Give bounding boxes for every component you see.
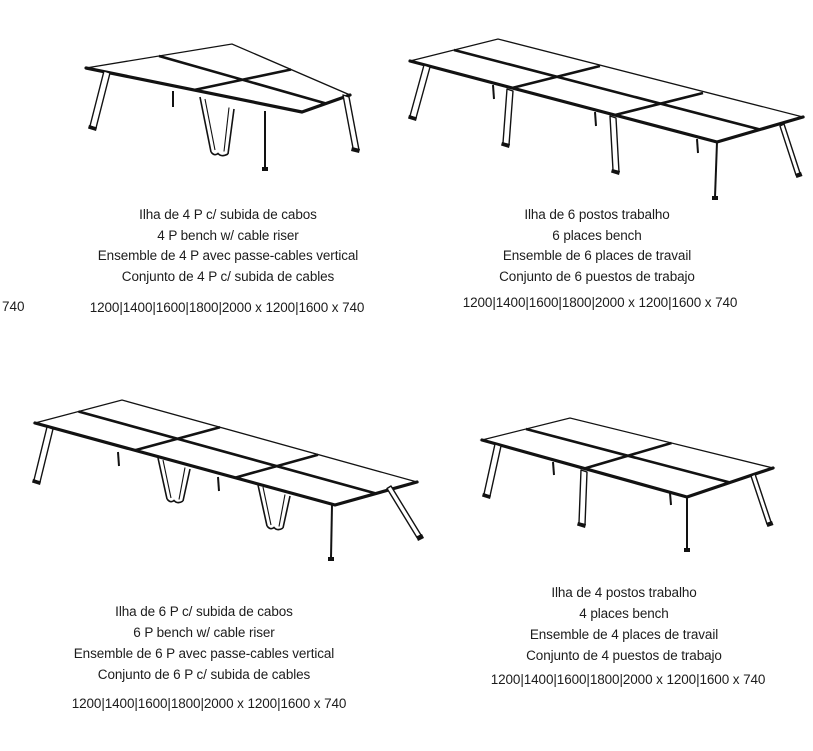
- caption-line-pt: Ilha de 6 postos trabalho: [524, 207, 670, 222]
- drawing-bench-4-places: [462, 415, 777, 555]
- caption-line-fr: Ensemble de 4 P avec passe-cables vertical: [97, 248, 359, 264]
- caption-bench-4p-cable-riser: [28, 205, 428, 288]
- caption-line-en: 4 places bench: [579, 606, 669, 621]
- caption-line-fr: Ensemble de 6 P avec passe-cables vertical: [73, 646, 335, 661]
- drawing-bench-6p-cable-riser: [25, 395, 440, 567]
- caption-line-fr: Ensemble de 4 places de travail: [529, 627, 719, 642]
- cable-riser: [200, 97, 234, 156]
- caption-line-es: Conjunto de 6 puestos de trabajo: [499, 269, 695, 285]
- caption-line-pt: Ilha de 4 postos trabalho: [551, 585, 697, 600]
- caption-line-fr: Ensemble de 6 places de travail: [502, 248, 692, 264]
- drawing-bench-4p-cable-riser: [80, 35, 370, 175]
- caption-line-en: 6 P bench w/ cable riser: [133, 625, 275, 640]
- tabletop: [86, 44, 350, 112]
- caption-bench-4-places: [424, 582, 813, 666]
- caption-line-en: 6 places bench: [552, 227, 642, 243]
- cropped-dimension-fragment: 740: [2, 299, 25, 314]
- dimensions-bench-4p-cable-riser: 1200|1400|1600|1800|2000 x 1200|1600 x 740: [89, 300, 365, 315]
- dimensions-bench-6-places: 1200|1400|1600|1800|2000 x 1200|1600 x 740: [462, 295, 738, 310]
- tabletop: [35, 400, 417, 505]
- caption-bench-6p-cable-riser: [4, 601, 404, 685]
- caption-line-es: Conjunto de 6 P c/ subida de cables: [97, 667, 311, 682]
- caption-line-en: 4 P bench w/ cable riser: [157, 227, 299, 243]
- caption-line-es: Conjunto de 4 P c/ subida de cables: [121, 269, 335, 285]
- tabletop: [482, 418, 773, 497]
- caption-line-pt: Ilha de 6 P c/ subida de cabos: [115, 604, 293, 619]
- caption-line-pt: Ilha de 4 P c/ subida de cabos: [139, 207, 317, 222]
- drawing-bench-6-places: [405, 28, 805, 208]
- caption-line-es: Conjunto de 4 puestos de trabajo: [526, 648, 722, 663]
- dimensions-bench-4-places: 1200|1400|1600|1800|2000 x 1200|1600 x 740: [490, 672, 766, 687]
- dimensions-bench-6p-cable-riser: 1200|1400|1600|1800|2000 x 1200|1600 x 740: [71, 696, 347, 711]
- tabletop: [410, 39, 803, 142]
- caption-bench-6-places: [397, 205, 797, 288]
